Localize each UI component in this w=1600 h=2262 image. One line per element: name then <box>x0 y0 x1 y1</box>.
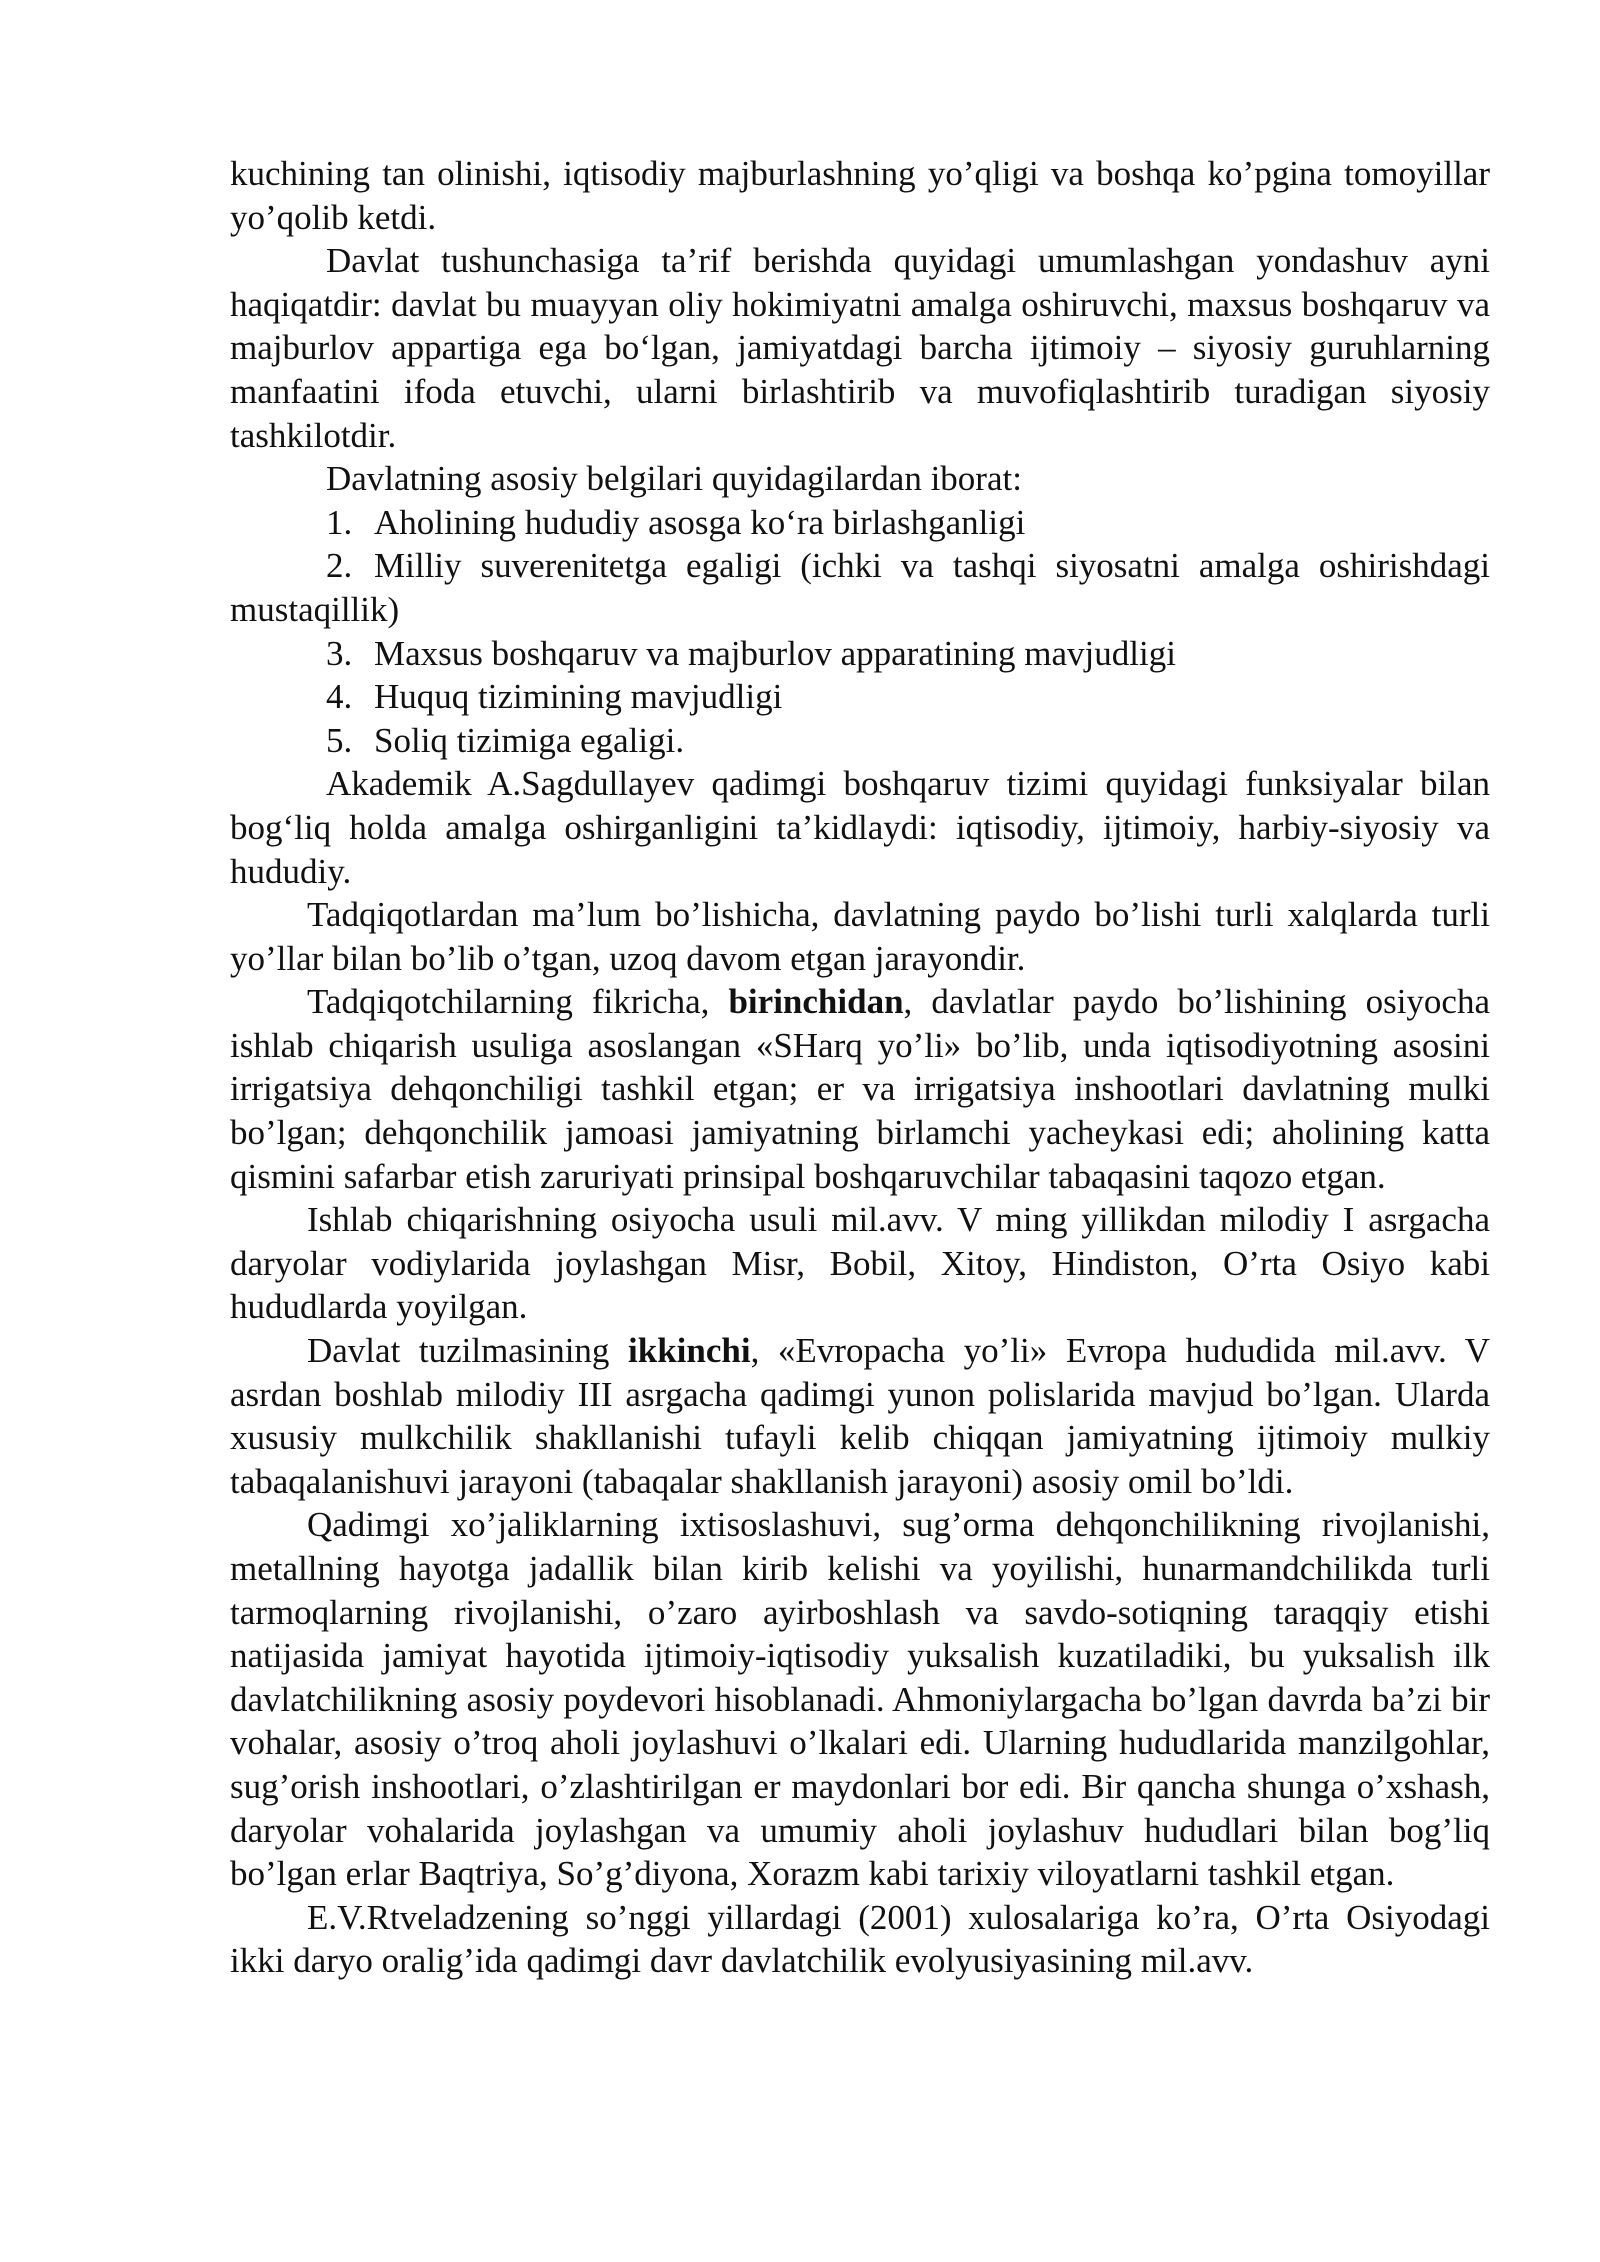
text-run: Tadqiqotchilarning fikricha, <box>307 982 729 1022</box>
list-item-number: 3. <box>326 633 353 673</box>
paragraph-rtveladze: E.V.Rtveladzening so’nggi yillardagi (2001) xulosalariga ko’ra, O’rta Osiyodagi ikki daryo oralig’ida qadimgi davr davlatchilik evolyusiyasining mil.avv. <box>230 1897 1490 1981</box>
paragraph-ancient-economy: Qadimgi xo’jaliklarning ixtisoslashuvi, sug’orma dehqonchilikning rivojlanishi, metallning hayotga jadallik bilan kirib kelishi va yoyilishi, hunarmandchilikda turli tarmoqlarning rivojlanishi, o’zaro ayirboshlash va savdo-sotiqning taraqqiy etishi natijasida jamiyat hayotida ijtimoiy-iqtisodiy yuksalish kuzatiladiki, bu yuksalish ilk davlatchilikning asosiy poydevori hisoblanadi. Ahmoniylargacha bo’lgan davrda ba’zi bir vohalar, asosiy o’troq aholi joylashuvi o’lkalari edi. Ularning hududlarida manzilgohlar, sug’orish inshootlari, o’zlashtirilgan er maydonlari bor edi. Bir qancha shunga o’xshash, daryolar vohalarida joylashgan va umumiy aholi joylashuv hududlari bilan bog’liq bo’lgan erlar Baqtriya, So’g’diyona, Xorazm kabi tarixiy viloyatlarni tashkil etgan. <box>230 1505 1490 1894</box>
list-item-number: 5. <box>326 720 353 760</box>
bold-term-second: ikkinchi <box>628 1331 751 1371</box>
paragraph-research-findings: Tadqiqotlardan ma’lum bo’lishicha, davlatning paydo bo’lishi turli xalqlarda turli yo’llar bilan bo’lib o’tgan, uzoq davom etgan jarayondir. <box>230 895 1490 978</box>
paragraph-asian-mode: Ishlab chiqarishning osiyocha usuli mil.avv. V ming yillikdan milodiy I asrgacha daryolar vodiylarida joylashgan Misr, Bobil, Xitoy, Hindiston, O’rta Osiyo kabi hududlarda yoyilgan. <box>230 1200 1490 1327</box>
list-item-number: 4. <box>326 677 353 717</box>
list-item <box>230 544 1490 631</box>
list-item <box>230 632 1490 676</box>
list-item <box>230 675 1490 719</box>
bold-term-first: birinchidan <box>728 982 904 1022</box>
paragraph-sagdullayev: Akademik A.Sagdullayev qadimgi boshqaruv tizimi quyidagi funksiyalar bilan bog‘liq holda amalga oshirganligini ta’kidlaydi: iqtisodiy, ijtimoiy, harbiy-siyosiy va hududiy. <box>230 764 1490 891</box>
paragraph-continuation: kuchining tan olinishi, iqtisodiy majburlashning yo’qligi va boshqa ko’pgina tomoyillar yo’qolib ketdi. <box>230 154 1490 237</box>
paragraph-second-path <box>230 1329 1490 1503</box>
text-run: Davlat tuzilmasining <box>307 1331 628 1371</box>
list-item-number: 2. <box>326 546 353 586</box>
paragraph-state-definition: Davlat tushunchasiga ta’rif berishda quyidagi umumlashgan yondashuv ayni haqiqatdir: davlat bu muayyan oliy hokimiyatni amalga oshiruvchi, maxsus boshqaruv va majburlov appartiga ega bo‘lgan, jamiyatdagi barcha ijtimoiy – siyosiy guruhlarning manfaatini ifoda etuvchi, ularni birlashtirib va muvofiqlashtirib turadigan siyosiy tashkilotdir. <box>230 241 1490 455</box>
text-run: , davlatlar paydo bo’lishining osiyocha ishlab chiqarish usuliga asoslangan «SHarq yo’li» bo’lib, unda iqtisodiyotning asosini irrigatsiya dehqonchiligi tashkil etgan; er va irrigatsiya inshootlari davlatning mulki bo’lgan; dehqonchilik jamoasi jamiyatning birlamchi yacheykasi edi; aholining katta qismini safarbar etish zaruriyati prinsipal boshqaruvchilar tabaqasini taqozo etgan. <box>230 982 1490 1196</box>
text-run: , «Evropacha yo’li» Evropa hududida mil.avv. V asrdan boshlab milodiy III asrgacha qadimgi yunon polislarida mavjud bo’lgan. Ularda xususiy mulkchilik shakllanishi tufayli kelib chiqqan jamiyatning ijtimoiy mulkiy tabaqalanishuvi jarayoni (tabaqalar shakllanish jarayoni) asosiy omil bo’ldi. <box>230 1331 1490 1501</box>
list-item-text: Maxsus boshqaruv va majburlov apparatining mavjudligi <box>374 633 1176 673</box>
paragraph-state-features-intro: Davlatning asosiy belgilari quyidagilardan iborat: <box>326 459 1022 499</box>
list-item-text: Huquq tizimining mavjudligi <box>374 677 783 717</box>
list-item-text: Soliq tizimiga egaligi. <box>374 720 685 760</box>
paragraph-first-path <box>230 980 1490 1198</box>
list-item <box>230 501 1490 545</box>
list-item-number: 1. <box>326 502 353 542</box>
document-page <box>230 152 1490 1983</box>
list-item-text: Aholining hududiy asosga ko‘ra birlashganligi <box>374 502 1026 542</box>
list-item-text: Milliy suverenitetga egaligi (ichki va tashqi siyosatni amalga oshirishdagi mustaqillik) <box>230 546 1490 629</box>
list-item <box>230 719 1490 763</box>
